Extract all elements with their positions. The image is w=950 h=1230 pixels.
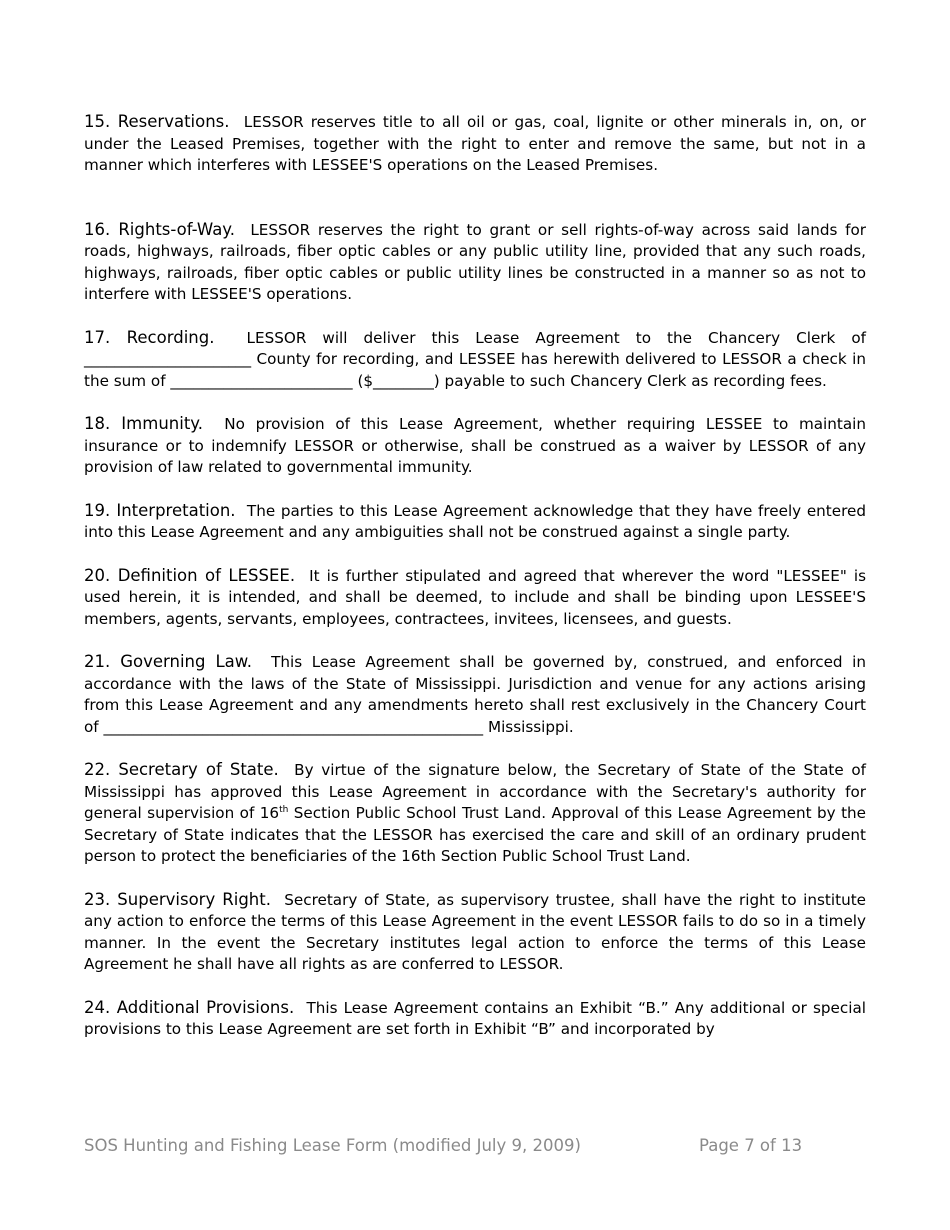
section-additional-provisions (84, 997, 866, 1041)
section-heading: 20. Definition of LESSEE. (84, 565, 296, 585)
section-body: Secretary of State, as supervisory trustee, shall have the right to institute any action to enforce the terms of this Lease Agreement in the event LESSOR fails to do so in a timely manner. In the event the Secretary institutes legal action to enforce the terms of this Lease Agreement he shall have all rights as are conferred to LESSOR. (84, 890, 866, 973)
section-heading: 16. Rights-of-Way. (84, 219, 235, 239)
section-secretary-of-state (84, 759, 866, 868)
section-body: LESSOR will deliver this Lease Agreement to the Chancery Clerk of ______________________ County for recording, and LESSEE has herewith delivered to LESSOR a check in the sum of ________________________ ($________) payable to such Chancery Clerk as recording fees. (84, 328, 867, 390)
section-heading: 24. Additional Provisions. (84, 997, 295, 1017)
footer-form-name: SOS Hunting and Fishing Lease Form (modified July 9, 2009) (84, 1136, 581, 1155)
document-page (84, 111, 866, 1041)
section-heading: 17. Recording. (84, 327, 215, 347)
section-definition-of-lessee (84, 565, 866, 631)
section-supervisory-right (84, 889, 866, 976)
section-governing-law (84, 651, 866, 738)
section-interpretation (84, 500, 866, 544)
footer-page-number: Page 7 of 13 (699, 1136, 803, 1155)
section-body: This Lease Agreement shall be governed by, construed, and enforced in accordance with the laws of the State of Mississippi. Jurisdiction and venue for any actions arising from this Lease Agreement and any amendments hereto shall rest exclusively in the Chancery Court of __________________________________________________ Mississippi. (84, 653, 866, 736)
ordinal-suffix: th (279, 805, 289, 815)
section-heading: 23. Supervisory Right. (84, 889, 271, 909)
section-heading: 15. Reservations. (84, 112, 230, 131)
section-heading: 21. Governing Law. (84, 652, 253, 671)
section-rights-of-way (84, 219, 866, 306)
page-footer (84, 1136, 866, 1155)
section-body: By virtue of the signature below, the Secretary of State of the State of Mississippi has approved this Lease Agreement in accordance with the Secretary's authority for general supervision of 16 (84, 761, 867, 822)
section-body-continued: Section Public School Trust Land. Approval of this Lease Agreement by the Secretary of State indicates that the LESSOR has exercised the care and skill of an ordinary prudent person to protect the beneficiaries of the 16th Section Public School Trust Land. (84, 804, 866, 865)
section-recording (84, 327, 866, 393)
section-body: No provision of this Lease Agreement, whether requiring LESSEE to maintain insurance or to indemnify LESSOR or otherwise, shall be construed as a waiver by LESSOR of any provision of law related to governmental immunity. (84, 415, 867, 476)
section-heading: 18. Immunity. (84, 414, 203, 433)
section-heading: 19. Interpretation. (84, 500, 236, 520)
section-body: This Lease Agreement contains an Exhibit “B.” Any additional or special provisions to this Lease Agreement are set forth in Exhibit “B” and incorporated by (84, 998, 867, 1038)
section-immunity (84, 413, 866, 479)
section-body: LESSOR reserves the right to grant or sell rights-of-way across said lands for roads, highways, railroads, fiber optic cables or any public utility line, provided that any such roads, highways, railroads, fiber optic cables or public utility lines be constructed in a manner so as not to interfere with LESSEE'S operations. (84, 220, 866, 303)
section-heading: 22. Secretary of State. (84, 760, 279, 779)
section-body: The parties to this Lease Agreement acknowledge that they have freely entered into this Lease Agreement and any ambiguities shall not be construed against a single party. (84, 501, 866, 541)
section-body: LESSOR reserves title to all oil or gas, coal, lignite or other minerals in, on, or under the Leased Premises, together with the right to enter and remove the same, but not in a manner which interferes with LESSEE'S operations on the Leased Premises. (84, 113, 866, 174)
section-reservations (84, 111, 866, 177)
section-body: It is further stipulated and agreed that wherever the word "LESSEE" is used herein, it is intended, and shall be deemed, to include and shall be binding upon LESSEE'S members, agents, servants, employees, contractees, invitees, licensees, and guests. (84, 566, 867, 628)
